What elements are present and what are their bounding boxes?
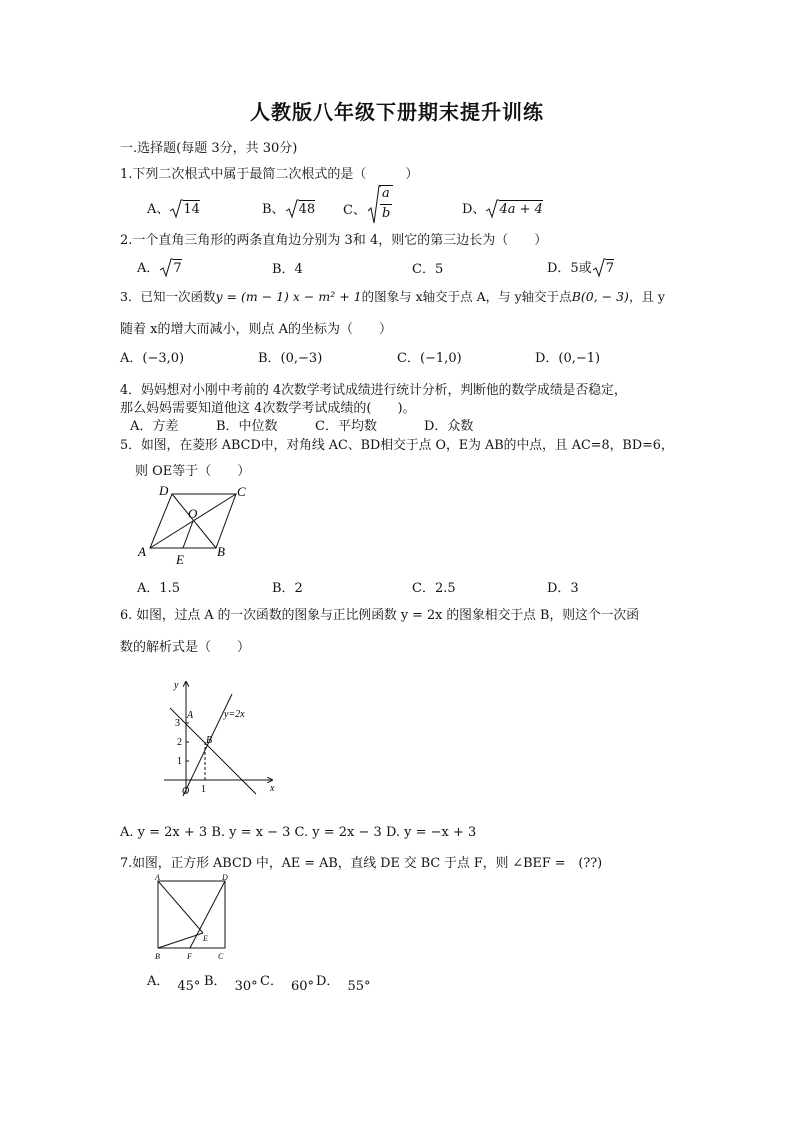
q1-option-d <box>462 198 543 219</box>
label-c: C <box>218 952 224 961</box>
axis-x-label: x <box>270 783 275 794</box>
label-f: F <box>187 952 192 961</box>
q4-line1: 4．妈妈想对小刚中考前的 4次数学考试成绩进行统计分析，判断他的数学成绩是否稳定， <box>120 383 627 398</box>
sqrt-icon <box>485 199 499 219</box>
q7-b-label: B． <box>204 974 227 989</box>
label-d: D <box>222 873 228 882</box>
label-b: B <box>155 952 160 961</box>
q2-option-b: B．4 <box>272 262 303 277</box>
q7-stem: 7.如图，正方形 ABCD 中，AE = AB，直线 DE 交 BC 于点 F，则 ∠BEF = (??) <box>120 856 603 871</box>
square-figure <box>150 870 240 964</box>
axis-y-label: y <box>174 680 179 691</box>
q2-a-value: 7 <box>173 261 182 276</box>
q7-d-label: D． <box>316 974 340 989</box>
q7-a-value: 45° <box>177 979 201 994</box>
q1-b-value: 48 <box>298 202 316 217</box>
function-graph-figure <box>160 676 282 802</box>
q1-a-label: A、 <box>147 202 170 217</box>
tick-x-1: 1 <box>201 784 206 795</box>
q2-option-d <box>547 257 614 278</box>
q3-line2: 随着 x的增大而减小，则点 A的坐标为（ ） <box>120 322 392 337</box>
sqrt-icon <box>169 199 183 219</box>
q1-option-b <box>262 198 315 219</box>
q1-c-label: C、 <box>343 203 366 218</box>
q7-c-label: C． <box>260 974 283 989</box>
q3-option-d: D．(0,−1) <box>535 351 601 366</box>
q3-line1-c: ，且 y <box>628 289 665 304</box>
q7-a-label: A． <box>147 974 170 989</box>
q1-b-label: B、 <box>262 202 285 217</box>
tick-1: 1 <box>177 756 182 767</box>
q2-d-label: D．5或 <box>547 261 592 276</box>
q5-line1: 5．如图，在菱形 ABCD中，对角线 AC、BD相交于点 O，E为 AB的中点，且 AC=8，BD=6， <box>120 438 674 453</box>
q3-point-b: B(0, − 3) <box>571 289 629 304</box>
label-e: E <box>176 552 184 567</box>
sqrt-icon <box>592 258 606 278</box>
label-o: O <box>188 506 198 521</box>
q5-option-c: C．2.5 <box>412 581 456 596</box>
q6-line2: 数的解析式是（ ） <box>120 640 251 655</box>
q2-option-a <box>137 257 182 278</box>
sqrt-icon <box>159 258 173 278</box>
q1-c-numerator: a <box>382 186 390 201</box>
q2-stem: 2.一个直角三角形的两条直角边分别为 3和 4，则它的第三边长为（ ） <box>120 233 548 248</box>
q7-option-c <box>260 970 314 994</box>
label-e: E <box>203 934 208 943</box>
q7-option-b <box>204 970 258 994</box>
label-d: D <box>159 483 169 498</box>
tick-2: 2 <box>177 737 182 748</box>
q5-option-a: A．1.5 <box>137 581 181 596</box>
q3-line1 <box>120 287 665 305</box>
q7-option-a <box>147 970 201 994</box>
q3-option-b: B．(0,−3) <box>258 351 323 366</box>
q4-line2: 那么妈妈需要知道他这 4次数学考试成绩的( )。 <box>120 401 416 416</box>
q6-options: A. y = 2x + 3 B. y = x − 3 C. y = 2x − 3 D. y = −x + 3 <box>120 825 477 840</box>
section-heading: 一.选择题(每题 3分，共 30分) <box>120 141 298 156</box>
q2-d-value: 7 <box>605 261 614 276</box>
q7-b-value: 30° <box>234 979 258 994</box>
q3-option-c: C．(−1,0) <box>397 351 462 366</box>
q3-line1-a: 3．已知一次函数 <box>120 289 216 304</box>
q1-d-label: D、 <box>462 202 486 217</box>
sqrt-icon <box>367 185 381 225</box>
point-a-label: A <box>187 710 194 721</box>
q2-a-label: A． <box>137 261 160 276</box>
q7-option-d <box>316 970 371 994</box>
q1-option-a <box>147 198 200 219</box>
q5-option-b: B．2 <box>272 581 303 596</box>
rhombus-figure <box>134 482 254 570</box>
q6-line1: 6. 如图，过点 A 的一次函数的图象与正比例函数 y = 2x 的图象相交于点 B，则这个一次函 <box>120 608 640 623</box>
q7-c-value: 60° <box>290 979 314 994</box>
q1-c-denominator: b <box>382 206 391 221</box>
label-b: B <box>217 544 225 559</box>
q3-option-a: A．(−3,0) <box>120 351 185 366</box>
q3-equation: y = (m − 1) x − m² + 1 <box>215 289 362 304</box>
q1-a-value: 14 <box>183 202 200 217</box>
label-a: A <box>155 873 160 882</box>
q4-option-d: D．众数 <box>424 419 474 434</box>
q5-line2: 则 OE等于（ ） <box>135 464 251 479</box>
q1-stem: 1.下列二次根式中属于最简二次根式的是（ ） <box>120 167 419 182</box>
label-a: A <box>138 544 146 559</box>
q7-d-value: 55° <box>347 979 371 994</box>
q3-line1-b: 的图象与 x轴交于点 A，与 y轴交于点 <box>361 289 572 304</box>
q1-d-value: 4a + 4 <box>499 202 543 217</box>
q4-option-c: C．平均数 <box>315 419 377 434</box>
radical-bar <box>379 185 393 186</box>
line-equation-label: y=2x <box>224 709 245 720</box>
point-b-label: B <box>206 735 213 746</box>
sqrt-icon <box>285 199 299 219</box>
tick-3: 3 <box>175 718 180 729</box>
q2-option-c: C．5 <box>412 262 444 277</box>
q4-option-b: B．中位数 <box>216 419 278 434</box>
origin-label: O <box>182 786 190 797</box>
q4-option-a: A．方差 <box>130 419 179 434</box>
page-title: 人教版八年级下册期末提升训练 <box>250 100 544 124</box>
q5-option-d: D．3 <box>547 581 579 596</box>
fraction-bar <box>380 204 392 205</box>
label-c: C <box>237 484 246 499</box>
